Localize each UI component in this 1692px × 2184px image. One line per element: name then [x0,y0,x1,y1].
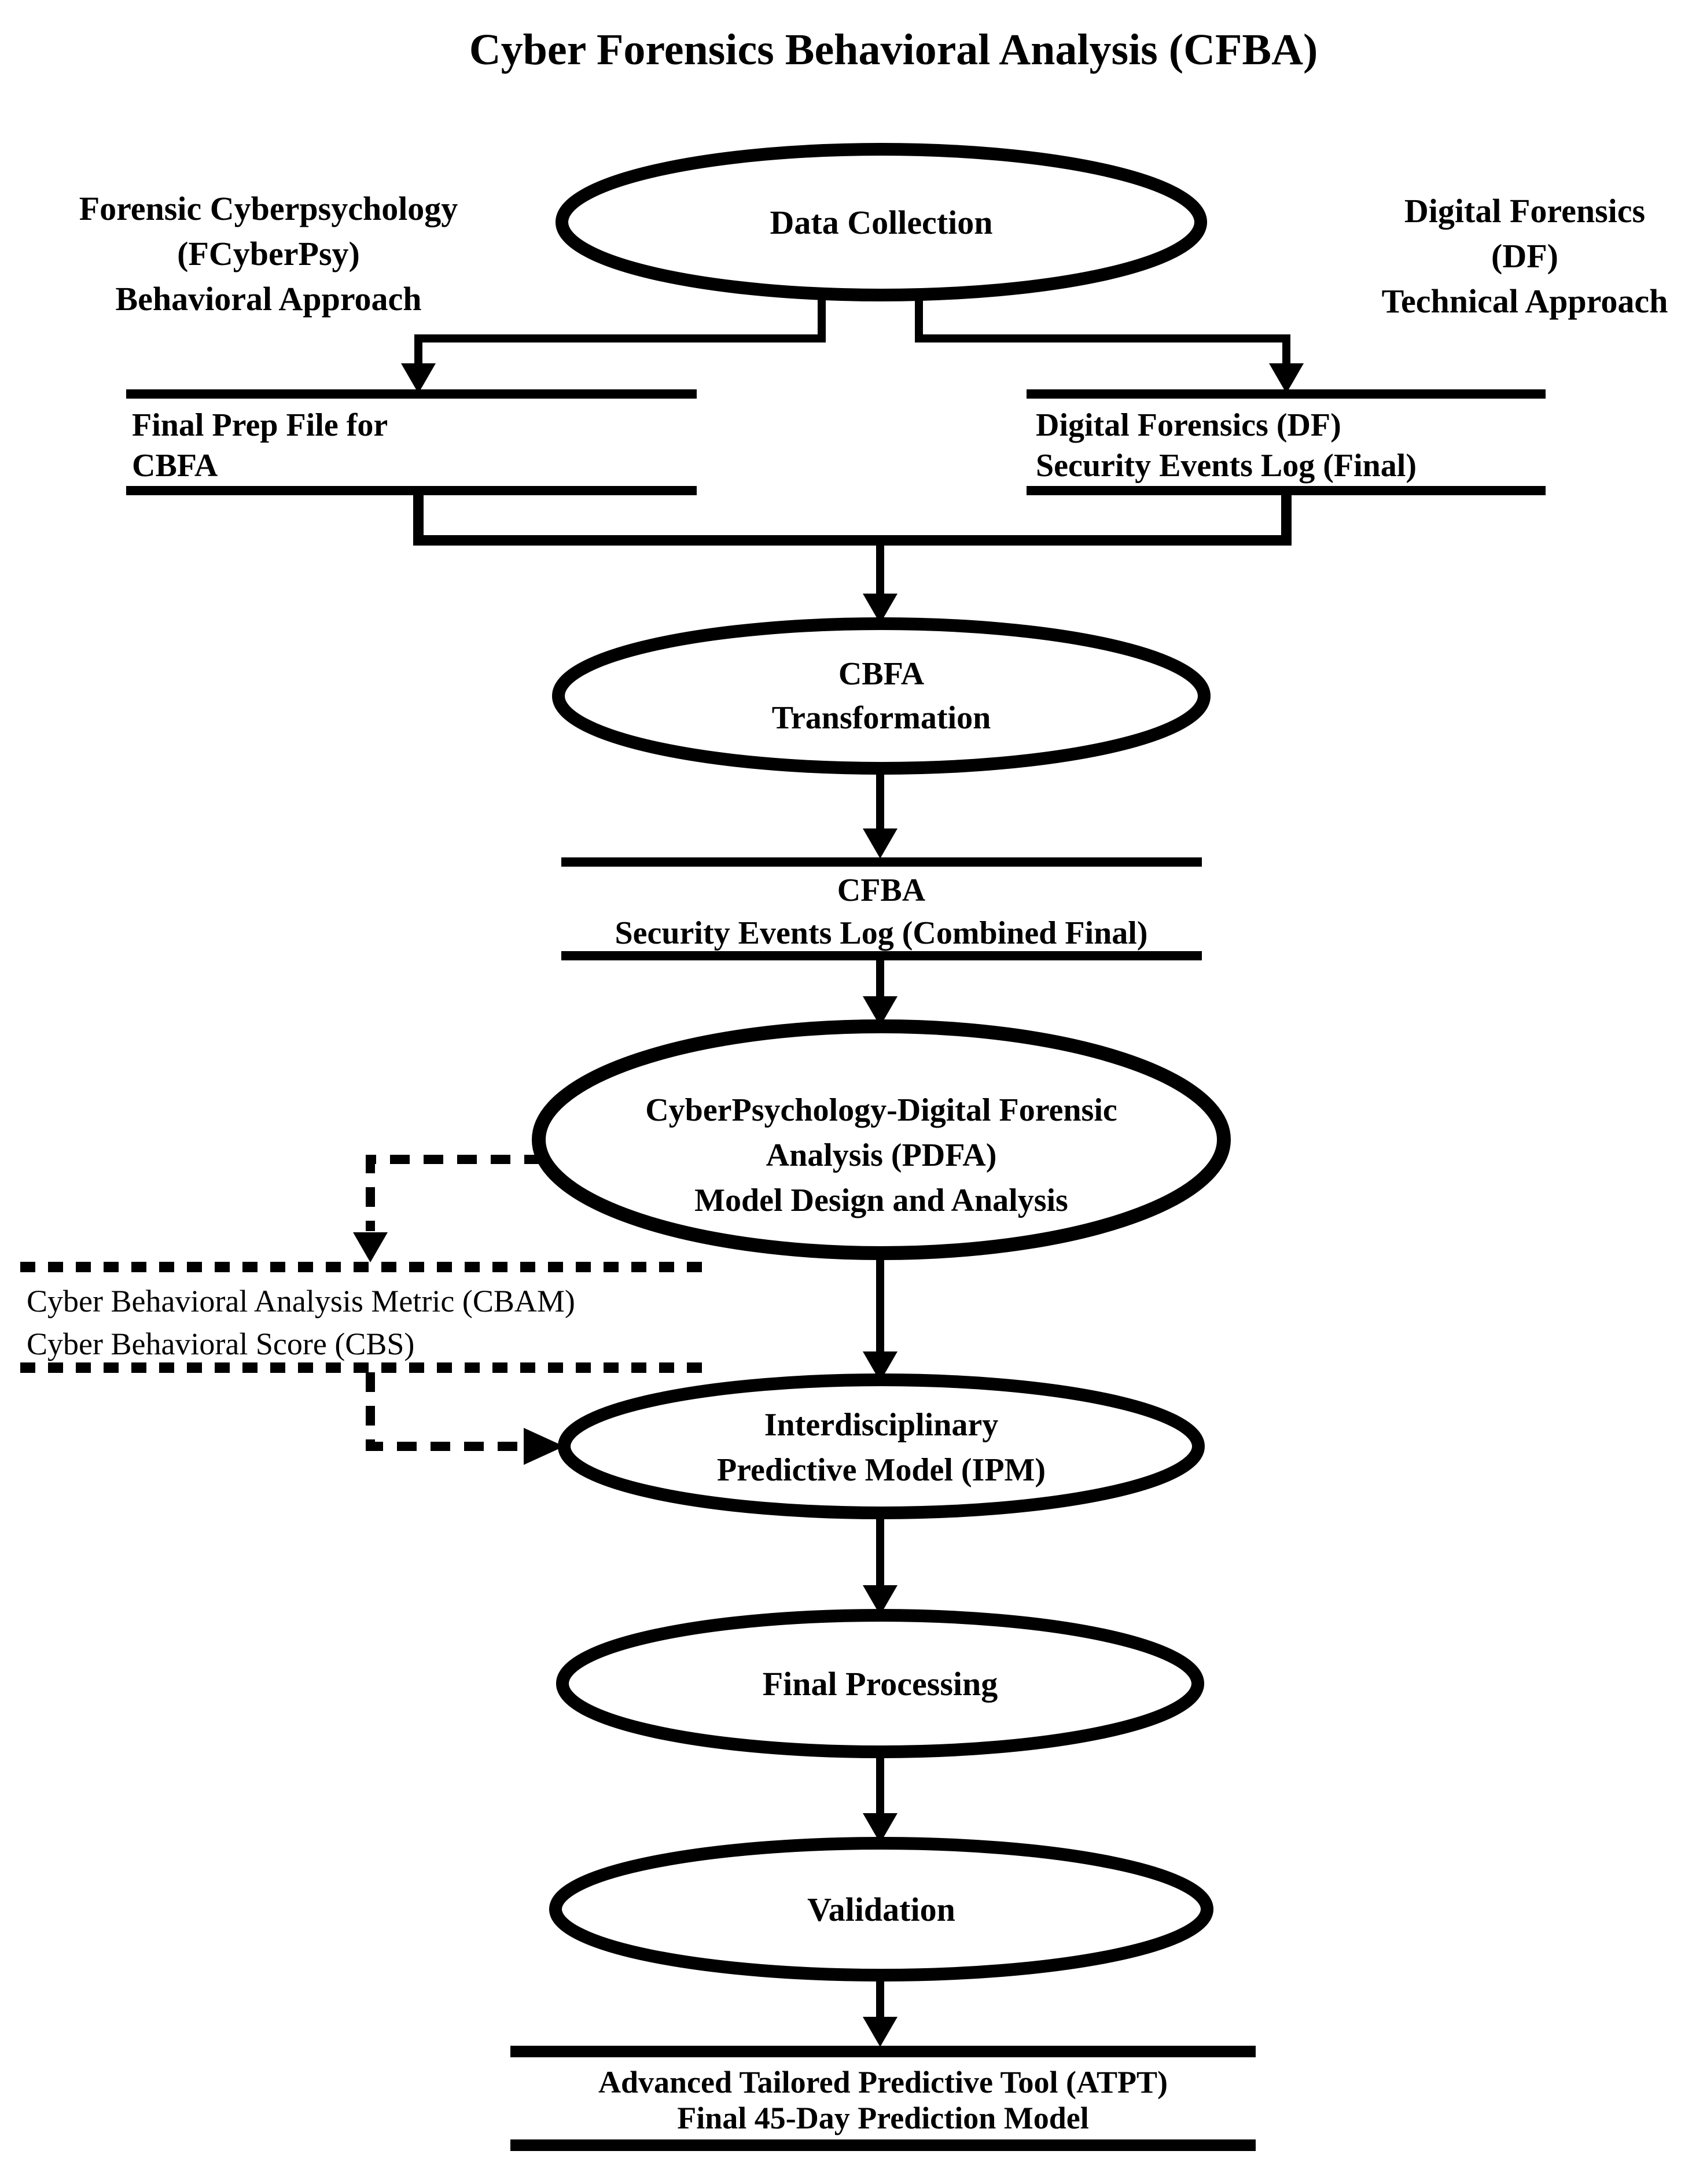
final-prep-file-node [132,405,687,486]
final-processing-label: Final Processing [762,1664,998,1703]
cbfa-transformation-node [558,652,1204,740]
left-annotation-line-2: (FCyberPsy) [177,235,360,272]
arrowhead-to-atpt [863,2017,898,2047]
arrowhead-to-cbam-box [353,1232,388,1262]
data-collection-label: Data Collection [770,203,993,241]
final-prep-line-1: Final Prep File for [132,407,388,443]
cfba-log-line-2: Security Events Log (Combined Final) [615,915,1148,951]
cbam-line: Cyber Behavioral Analysis Metric (CBAM) [27,1284,575,1318]
connector-merge-bar [418,491,1286,540]
validation-node [556,1880,1207,1938]
left-annotation-line-1: Forensic Cyberpsychology [79,190,458,227]
arrowhead-to-cfba-log [863,828,898,859]
dashed-connector-pdfa-to-cbam [370,1159,544,1231]
left-annotation-line-3: Behavioral Approach [115,280,422,318]
cfba-security-log-node [476,869,1286,955]
arrowhead-to-df-log [1269,363,1304,393]
atpt-node [478,2064,1288,2136]
cbs-line: Cyber Behavioral Score (CBS) [27,1327,415,1361]
ipm-line-1: Interdisciplinary [764,1407,999,1443]
right-annotation-line-1: Digital Forensics [1404,192,1646,230]
right-annotation-line-2: (DF) [1491,237,1558,275]
arrowhead-to-final-prep [401,363,436,393]
pdfa-line-1: CyberPsychology-Digital Forensic [645,1092,1117,1128]
cbam-cbs-node [27,1280,733,1365]
right-annotation-line-3: Technical Approach [1381,282,1668,320]
atpt-line-2: Final 45-Day Prediction Model [677,2101,1089,2135]
cfba-log-line-1: CFBA [837,872,926,908]
validation-label: Validation [807,1890,955,1928]
ipm-node [564,1402,1198,1493]
pdfa-node [539,1088,1224,1223]
final-processing-node [562,1655,1198,1712]
right-approach-annotation [1293,189,1692,324]
diagram-title: Cyber Forensics Behavioral Analysis (CFBA) [469,25,1318,74]
df-security-log-node [1036,405,1545,486]
cbfa-transformation-line-2: Transformation [771,700,991,736]
pdfa-line-3: Model Design and Analysis [694,1183,1068,1218]
df-log-line-1: Digital Forensics (DF) [1036,407,1341,443]
left-approach-annotation [37,186,500,322]
connector-datacollection-right [919,289,1286,366]
pdfa-line-2: Analysis (PDFA) [766,1137,997,1173]
atpt-line-1: Advanced Tailored Predictive Tool (ATPT) [598,2065,1168,2100]
final-prep-line-2: CBFA [132,448,218,484]
dashed-connector-cbam-to-ipm [370,1372,523,1446]
data-collection-node [562,193,1201,251]
ipm-line-2: Predictive Model (IPM) [716,1452,1046,1488]
cbfa-transformation-line-1: CBFA [838,656,925,692]
df-log-line-2: Security Events Log (Final) [1036,448,1417,484]
